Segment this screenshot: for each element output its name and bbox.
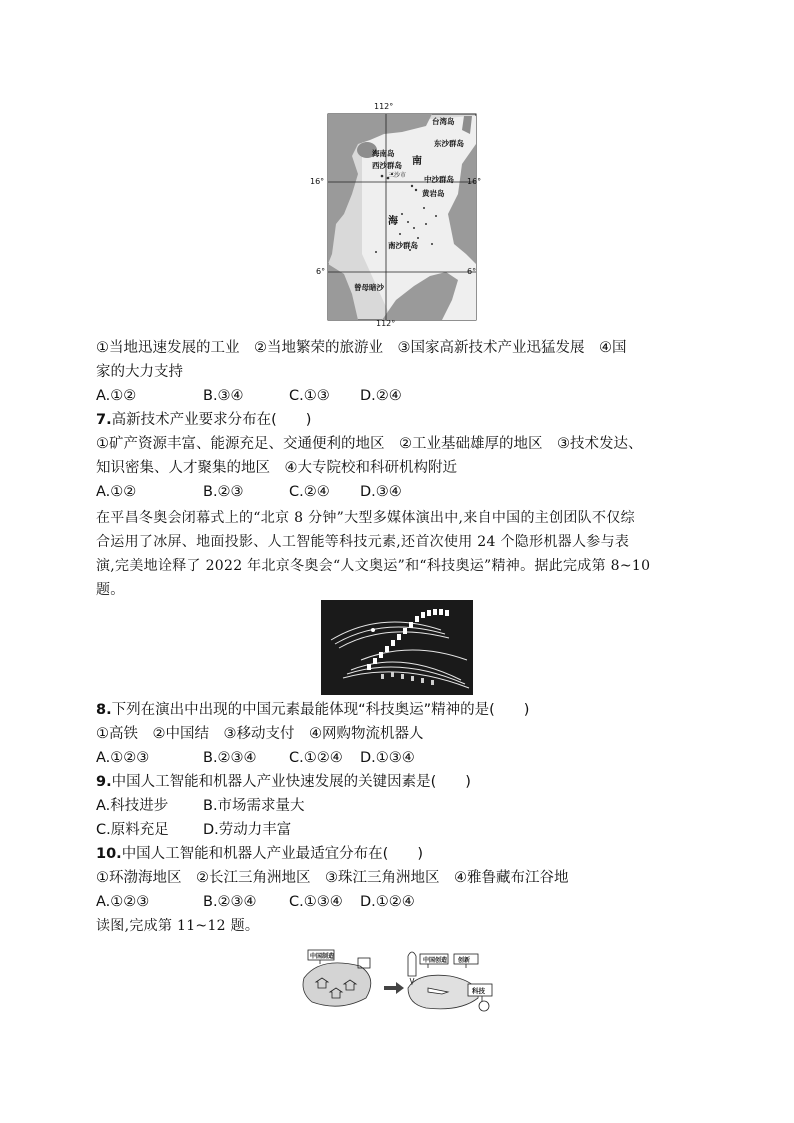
performance-photo: [321, 600, 473, 695]
q8-options: ①高铁 ②中国结 ③移动支付 ④网购物流机器人: [96, 726, 424, 742]
q10-stem: [96, 844, 423, 864]
q10-choice-b: B.②③④: [203, 894, 257, 910]
cartoon-tech: 科技: [472, 987, 485, 995]
label-xisha: 西沙群岛: [372, 161, 402, 170]
label-nansha: 南沙群岛: [388, 241, 418, 250]
q8-choice-c: C.①②④: [289, 750, 343, 766]
q8-stem-text: 下列在演出中出现的中国元素最能体现“科技奥运”精神的是( ): [111, 702, 530, 718]
q9-choice-c: C.原料充足: [96, 822, 169, 838]
label-zengmu: 曾母暗沙: [354, 283, 384, 292]
made-to-created-cartoon: [300, 948, 496, 1014]
q6-choice-c: C.①③: [289, 388, 330, 404]
q6-options-line2: 家的大力支持: [96, 364, 183, 380]
q7-number: 7.: [96, 412, 112, 428]
q8-choice-d: D.①③④: [360, 750, 415, 766]
q7-choice-b: B.②③: [203, 484, 244, 500]
label-sansha: 三沙市: [388, 172, 407, 179]
q7-options-line1: ①矿产资源丰富、能源充足、交通便利的地区 ②工业基础雄厚的地区 ③技术发达、: [96, 436, 643, 452]
label-hainan: 海南岛: [372, 149, 395, 158]
q8-stem: [96, 700, 529, 720]
q6-choice-d: D.②④: [360, 388, 402, 404]
label-dongsha: 东沙群岛: [434, 139, 464, 148]
q10-choice-a: A.①②③: [96, 894, 150, 910]
south-china-sea-map: [310, 102, 482, 328]
q7-options-line2: 知识密集、人才聚集的地区 ④大专院校和科研机构附近: [96, 460, 457, 476]
q9-choice-a: A.科技进步: [96, 798, 169, 814]
label-hai: 海: [388, 216, 398, 227]
q10-number: 10.: [96, 846, 122, 862]
read-figure-instruction: 读图,完成第 11~12 题。: [96, 918, 260, 934]
q7-choice-a: A.①②: [96, 484, 137, 500]
lat6-label-left: 6°: [316, 267, 326, 276]
q8-choice-b: B.②③④: [203, 750, 257, 766]
q7-stem-text: 高新技术产业要求分布在( ): [111, 412, 312, 428]
q10-stem-text: 中国人工智能和机器人产业最适宜分布在( ): [121, 846, 423, 862]
label-zhongsha: 中沙群岛: [424, 175, 454, 184]
q10-options: ①环渤海地区 ②长江三角洲地区 ③珠江三角洲地区 ④雅鲁藏布江谷地: [96, 870, 569, 886]
q9-choice-d: D.劳动力丰富: [203, 822, 292, 838]
q6-choice-a: A.①②: [96, 388, 137, 404]
q9-stem: [96, 772, 471, 792]
q8-number: 8.: [96, 702, 112, 718]
label-nan: 南: [412, 156, 422, 167]
passage-line4: 题。: [96, 582, 125, 598]
lat16-label-left: 16°: [310, 177, 325, 186]
lon-label-top: 112°: [374, 102, 394, 111]
lat16-label-right: 16°: [467, 177, 482, 186]
q9-number: 9.: [96, 774, 112, 790]
passage-line2: 合运用了冰屏、地面投影、人工智能等科技元素,还首次使用 24 个隐形机器人参与表: [96, 534, 630, 550]
label-taiwan: 台湾岛: [432, 117, 455, 126]
q10-choice-d: D.①②④: [360, 894, 415, 910]
cartoon-made-in-china: 中国制造: [310, 953, 335, 960]
q10-choice-c: C.①③④: [289, 894, 343, 910]
q7-stem: [96, 410, 311, 430]
q7-choice-c: C.②④: [289, 484, 330, 500]
q8-choice-a: A.①②③: [96, 750, 150, 766]
label-huangyan: 黄岩岛: [422, 189, 445, 198]
passage-line1: 在平昌冬奥会闭幕式上的“北京 8 分钟”大型多媒体演出中,来自中国的主创团队不仅综: [96, 510, 635, 526]
passage-line3: 演,完美地诠释了 2022 年北京冬奥会“人文奥运”和“科技奥运”精神。据此完成第 8~10: [96, 558, 651, 574]
q6-options-line1: ①当地迅速发展的工业 ②当地繁荣的旅游业 ③国家高新技术产业迅猛发展 ④国: [96, 340, 627, 356]
cartoon-innovation: 创新: [458, 957, 471, 964]
lon-label-bottom: 112°: [376, 319, 396, 328]
q9-choice-b: B.市场需求量大: [203, 798, 305, 814]
cartoon-created-in-china: 中国创造: [423, 957, 448, 964]
q7-choice-d: D.③④: [360, 484, 402, 500]
q9-stem-text: 中国人工智能和机器人产业快速发展的关键因素是( ): [111, 774, 471, 790]
photo-svg: [321, 600, 473, 695]
lat6-label-right: 6°: [467, 267, 477, 276]
q6-choice-b: B.③④: [203, 388, 244, 404]
